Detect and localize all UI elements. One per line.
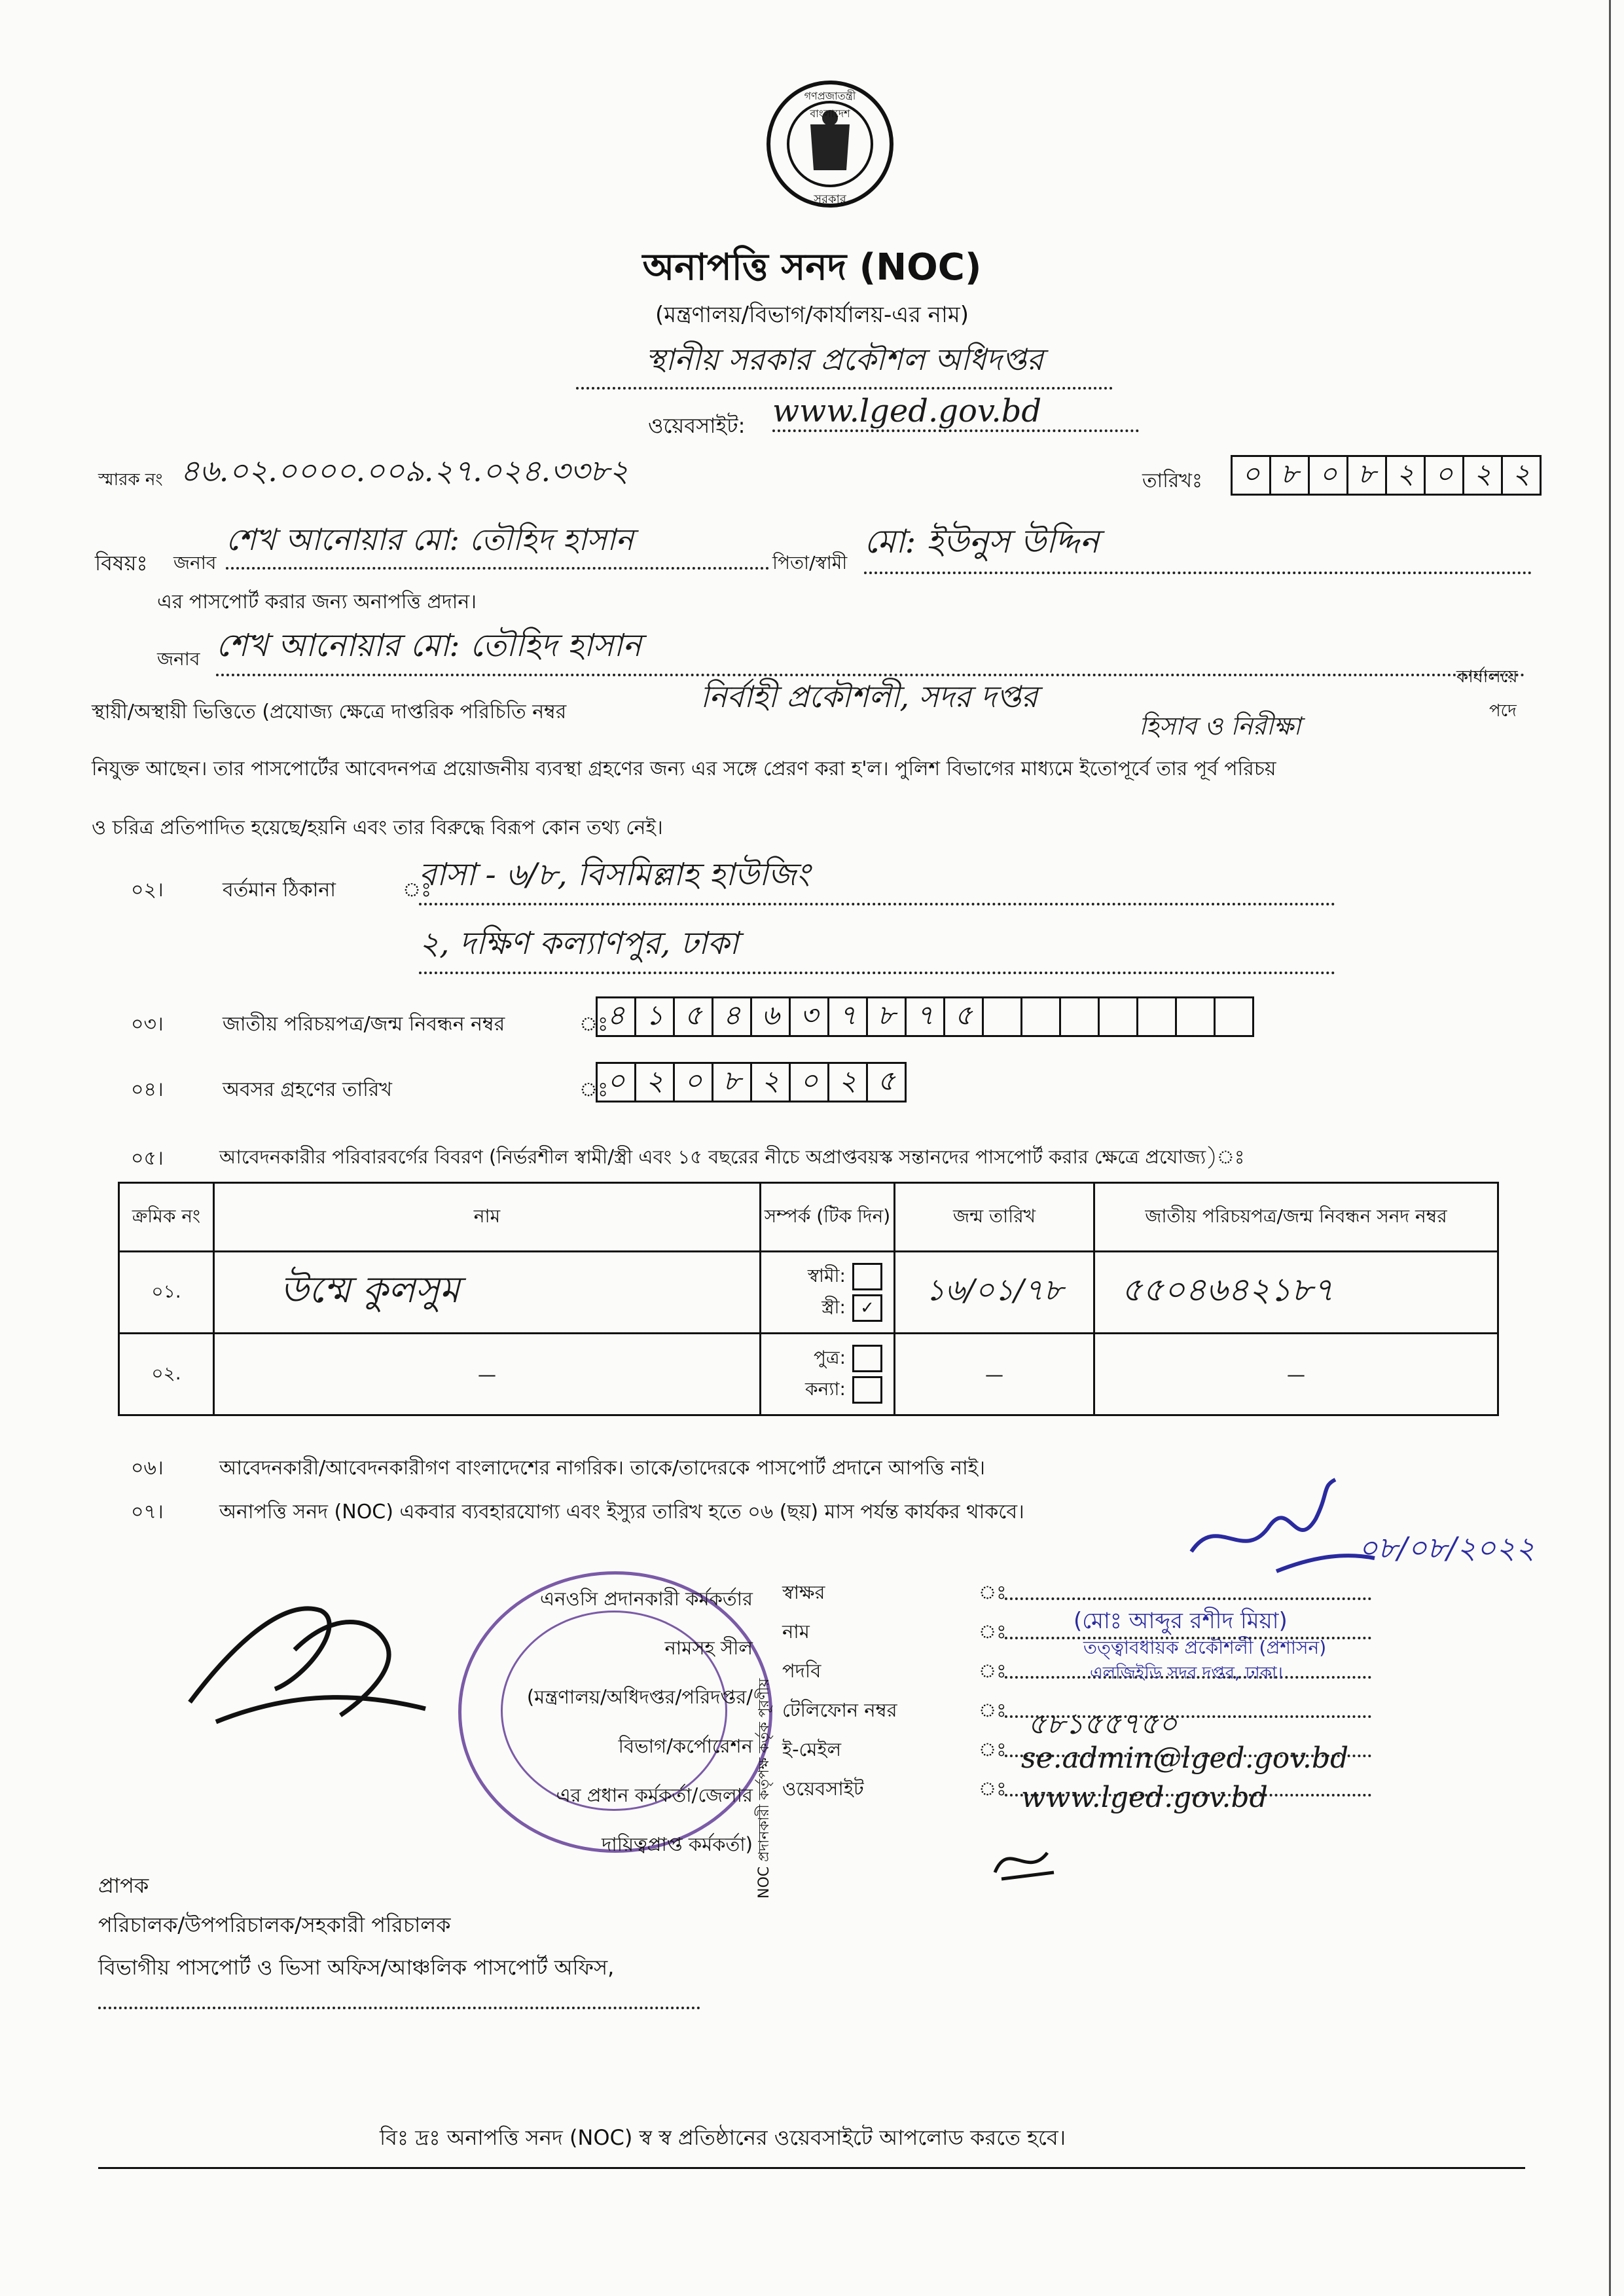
date-digit-1: ৮	[1271, 457, 1310, 494]
vertical-note: NOC প্রদানকারী কর্তৃপক্ষ কর্তৃক পূরণীয়	[756, 1678, 772, 1899]
nid-digit-4: ৬	[752, 998, 791, 1035]
col-serial: ক্রমিক নং	[119, 1183, 214, 1252]
recipient-line-1: পরিচালক/উপপরিচালক/সহকারী পরিচালক	[98, 1912, 451, 1937]
officer-block	[458, 1584, 753, 1862]
row1-dob: ১৬/০১/৭৮	[895, 1252, 1094, 1334]
date-digit-0: ০	[1233, 457, 1271, 494]
field-phone-label: টেলিফোন নম্বর	[782, 1699, 897, 1721]
retire-digit-5: ০	[791, 1064, 829, 1101]
item-07-label: অনাপত্তি সনদ (NOC) একবার ব্যবহারযোগ্য এবং ইস্যুর তারিখ হতে ০৬ (ছয়) মাস পর্যন্ত কার্যকর থাকবে।	[219, 1501, 1024, 1523]
nid-digit-6: ৭	[829, 998, 868, 1035]
officer-line-4: বিভাগ/কর্পোরেশন	[618, 1735, 753, 1757]
row1-serial: ০১.	[119, 1252, 214, 1334]
subject-label: বিষয়ঃ	[95, 551, 148, 575]
retire-digit-2: ০	[675, 1064, 713, 1101]
memo-number: ৪৬.০২.০০০০.০০৯.২৭.০২৪.৩৩৮২	[180, 453, 629, 488]
memo-label: স্মারক নং	[98, 470, 163, 490]
perm-text: স্থায়ী/অস্থায়ী ভিত্তিতে (প্রযোজ্য ক্ষেত্রে দাপ্তরিক পরিচিতি নম্বর	[92, 701, 567, 723]
page-title: অনাপত্তি সনদ (NOC)	[642, 246, 982, 289]
recipient-blank-line	[98, 2007, 700, 2009]
field-designation-label: পদবি	[782, 1660, 821, 1682]
row2-nid: —	[1094, 1334, 1498, 1415]
row2-name: —	[214, 1334, 761, 1415]
relation-husband-label: স্বামী:	[807, 1264, 846, 1286]
row1-nid: ৫৫০৪৬৪২১৮৭	[1094, 1252, 1498, 1334]
nid-digit-16	[1216, 998, 1252, 1035]
page-edge	[1609, 0, 1611, 2296]
item-06-number: ০৬।	[131, 1457, 164, 1480]
retire-digit-4: ২	[752, 1064, 791, 1101]
father-name: মো: ইউনুস উদ্দিন	[864, 517, 1532, 574]
address-line-1: বাসা - ৬/৮, বিসমিল্লাহ হাউজিং	[419, 851, 1335, 905]
item-04-label: অবসর গ্রহণের তারিখ	[223, 1078, 392, 1101]
footer-note: বিঃ দ্রঃ অনাপত্তি সনদ (NOC) স্ব স্ব প্রতিষ্ঠানের ওয়েবসাইটে আপলোড করতে হবে।	[380, 2125, 1066, 2150]
date-digit-2: ০	[1310, 457, 1348, 494]
emblem-bottom-text: সরকার	[814, 192, 846, 206]
retire-digit-6: ২	[829, 1064, 868, 1101]
relation-son	[762, 1343, 893, 1374]
item-03-label: জাতীয় পরিচয়পত্র/জন্ম নিবন্ধন নম্বর	[223, 1013, 505, 1036]
item-04-colon: ঃ	[579, 1078, 609, 1101]
field-email-label: ই-মেইল	[782, 1738, 842, 1760]
col-nid: জাতীয় পরিচয়পত্র/জন্ম নিবন্ধন সনদ নম্বর	[1094, 1183, 1498, 1252]
phone-value: ৫৮১৫৫৭৫০	[1028, 1707, 1178, 1741]
nid-digit-2: ৫	[675, 998, 713, 1035]
government-emblem	[765, 72, 895, 216]
item-05-number: ০৫।	[131, 1147, 164, 1170]
handwritten-signature-left	[177, 1571, 452, 1741]
retire-digit-0: ০	[598, 1064, 636, 1101]
nid-digit-13	[1100, 998, 1138, 1035]
field-signature-label: স্বাক্ষর	[782, 1581, 825, 1603]
body-janab: জনাব	[157, 648, 200, 670]
officer-office: এলজিইডি সদর দপ্তর, ঢাকা।	[1090, 1664, 1283, 1683]
item-07-number: ০৭।	[131, 1501, 164, 1523]
relation-wife	[762, 1292, 893, 1324]
nid-digit-14	[1138, 998, 1177, 1035]
retirement-date-boxes	[596, 1062, 907, 1102]
date-boxes	[1231, 455, 1542, 496]
item-05-label: আবেদনকারীর পরিবারবর্গের বিবরণ (নির্ভরশীল স্বামী/স্ত্রী এবং ১৫ বছরের নীচে অপ্রাপ্তবয়স্ক সন্তানদের পাসপোর্ট করার ক্ষেত্রে প্রযোজ্য)ঃ	[219, 1146, 1245, 1168]
field-website-label: ওয়েবসাইট	[782, 1777, 864, 1800]
subject-janab: জনাব	[173, 552, 217, 574]
date-digit-6: ২	[1464, 457, 1503, 494]
colon: ঃ	[979, 1660, 1007, 1682]
relation-husband	[762, 1261, 893, 1292]
item-03-colon: ঃ	[579, 1013, 609, 1036]
item-03-number: ০৩।	[131, 1013, 164, 1036]
officer-line-2: নামসহ সীল	[664, 1637, 753, 1659]
subject-name: শেখ আনোয়ার মো: তৌহিদ হাসান	[226, 517, 769, 570]
colon: ঃ	[979, 1620, 1007, 1643]
sign-date: ০৮/০৮/২০২২	[1358, 1530, 1536, 1565]
date-digit-5: ০	[1426, 457, 1464, 494]
relation-daughter-label: কন্যা:	[805, 1377, 846, 1400]
relation-son-label: পুত্র:	[813, 1346, 846, 1368]
table-row	[119, 1334, 1498, 1415]
nid-digit-10	[984, 998, 1022, 1035]
father-label: পিতা/স্বামী	[772, 552, 848, 574]
colon: ঃ	[979, 1738, 1007, 1760]
nid-digit-1: ১	[636, 998, 675, 1035]
date-digit-4: ২	[1387, 457, 1426, 494]
col-relation: সম্পর্ক (টিক দিন)	[761, 1183, 895, 1252]
post-value: নির্বাহী প্রকৌশলী, সদর দপ্তর	[700, 679, 1038, 714]
row1-name: উম্মে কুলসুম	[214, 1252, 761, 1334]
item-02-label: বর্তমান ঠিকানা	[223, 879, 336, 902]
body-para: নিযুক্ত আছেন। তার পাসপোর্টের আবেদনপত্র প্রয়োজনীয় ব্যবস্থা গ্রহণের জন্য এর সঙ্গে প্রেরণ করা হ'ল। পুলিশ বিভাগের মাধ্যমে ইতোপূর্বে তার পূর্ব পরিচয়	[92, 757, 1276, 780]
address-line-2: ২, দক্ষিণ কল্যাণপুর, ঢাকা	[419, 920, 1335, 974]
ministry-name: স্থানীয় সরকার প্রকৌশল অধিদপ্তর	[576, 337, 1113, 390]
colon: ঃ	[979, 1777, 1007, 1800]
row2-serial: ০২.	[119, 1334, 214, 1415]
retire-digit-1: ২	[636, 1064, 675, 1101]
body-para2: ও চরিত্র প্রতিপাদিত হয়েছে/হয়নি এবং তার বিরুদ্ধে বিরূপ কোন তথ্য নেই।	[92, 816, 663, 839]
nid-digit-12	[1061, 998, 1100, 1035]
officer-line-6: দায়িত্বপ্রাপ্ত কর্মকর্তা)	[602, 1833, 753, 1855]
col-dob: জন্ম তারিখ	[895, 1183, 1094, 1252]
nid-digit-3: ৪	[713, 998, 752, 1035]
item-06-label: আবেদনকারী/আবেদনকারীগণ বাংলাদেশের নাগরিক। তাকে/তাদেরকে পাসপোর্ট প্রদানে আপত্তি নাই।	[219, 1457, 986, 1480]
recipient-label: প্রাপক	[98, 1873, 149, 1898]
officer-name: (মোঃ আব্দুর রশীদ মিয়া)	[1074, 1608, 1288, 1634]
family-table	[118, 1182, 1499, 1416]
field-name-label: নাম	[782, 1620, 810, 1643]
officer-designation: তত্ত্বাবধায়ক প্রকৌশলী (প্রশাসন)	[1083, 1637, 1327, 1658]
relation-husband-checkbox[interactable]	[852, 1263, 882, 1290]
recipient-line-2: বিভাগীয় পাসপোর্ট ও ভিসা অফিস/আঞ্চলিক পাসপোর্ট অফিস,	[98, 1955, 615, 1980]
date-digit-3: ৮	[1348, 457, 1387, 494]
nid-digit-8: ৭	[907, 998, 945, 1035]
header-website: www.lged.gov.bd	[772, 393, 1139, 432]
post-value-2: হিসাব ও নিরীক্ষা	[1139, 712, 1301, 740]
table-row	[119, 1252, 1498, 1334]
row2-relation	[761, 1334, 895, 1415]
ministry-caption: (মন্ত্রণালয়/বিভাগ/কার্যালয়-এর নাম)	[655, 302, 969, 328]
retire-digit-7: ৫	[877, 1064, 895, 1097]
date-digit-7: ২	[1512, 457, 1530, 490]
item-02-number: ০২।	[131, 879, 164, 902]
col-name: নাম	[214, 1183, 761, 1252]
relation-wife-label: স্ত্রী:	[821, 1296, 846, 1318]
website-value: www.lged.gov.bd	[1021, 1781, 1268, 1814]
colon: ঃ	[979, 1699, 1007, 1721]
officer-line-5: এর প্রধান কর্মকর্তা/জেলার	[556, 1784, 753, 1806]
nid-digit-7: ৮	[868, 998, 907, 1035]
subject-line2: এর পাসপোর্ট করার জন্য অনাপত্তি প্রদান।	[157, 591, 477, 613]
post-suffix: পদে	[1489, 701, 1517, 721]
body-name: শেখ আনোয়ার মো: তৌহিদ হাসান	[216, 622, 1525, 676]
retire-digit-3: ৮	[713, 1064, 752, 1101]
email-value: se.admin@lged.gov.bd	[1021, 1741, 1349, 1775]
footer-rule	[98, 2167, 1525, 2169]
item-02-colon: ঃ	[403, 879, 432, 902]
item-04-number: ০৪।	[131, 1078, 164, 1101]
nid-digit-9: ৫	[945, 998, 984, 1035]
relation-daughter	[762, 1374, 893, 1406]
emblem-top-text: গণপ্রজাতন্ত্রী বাংলাদেশ	[804, 90, 856, 120]
office-suffix: কার্যালয়ে	[1456, 667, 1518, 687]
row1-relation	[761, 1252, 895, 1334]
officer-line-3: (মন্ত্রণালয়/অধিদপ্তর/পরিদপ্তর/	[526, 1686, 753, 1708]
relation-son-checkbox[interactable]	[852, 1345, 882, 1372]
initial-mark	[988, 1833, 1067, 1886]
colon: ঃ	[979, 1581, 1007, 1603]
field-signature-line	[1005, 1597, 1371, 1600]
relation-daughter-checkbox[interactable]	[852, 1376, 882, 1404]
date-label: তারিখঃ	[1142, 469, 1202, 492]
nid-digit-5: ৩	[791, 998, 829, 1035]
nid-digit-0: ৪	[598, 998, 636, 1035]
nid-digit-11	[1022, 998, 1061, 1035]
nid-boxes	[596, 996, 1254, 1037]
relation-wife-checkbox[interactable]: ✓	[852, 1294, 882, 1322]
row2-dob: —	[895, 1334, 1094, 1415]
nid-digit-15	[1177, 998, 1216, 1035]
officer-line-1: এনওসি প্রদানকারী কর্মকর্তার	[540, 1588, 753, 1610]
website-label: ওয়েবসাইট:	[648, 413, 746, 438]
